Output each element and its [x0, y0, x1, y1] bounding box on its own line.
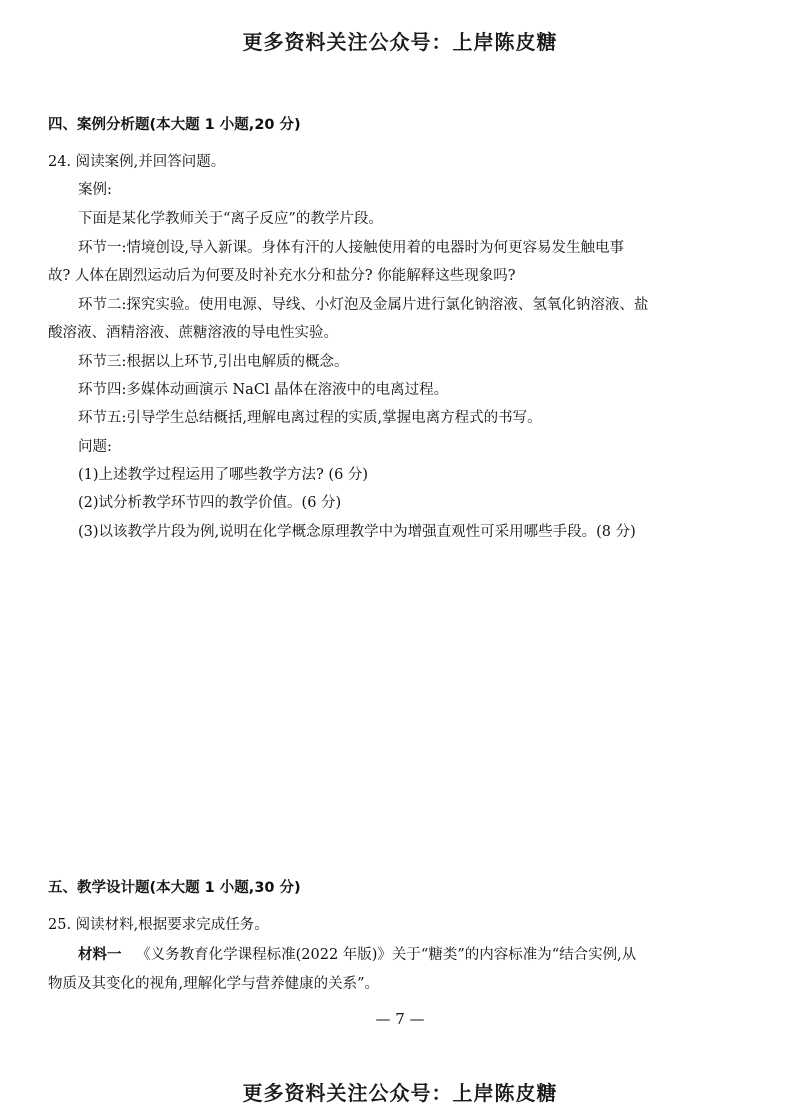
material-1-label: 材料一 — [78, 946, 122, 963]
case-intro: 下面是某化学教师关于“离子反应”的教学片段。 — [78, 211, 383, 227]
step-4: 环节四:多媒体动画演示 NaCl 晶体在溶液中的电离过程。 — [78, 382, 449, 398]
step-3: 环节三:根据以上环节,引出电解质的概念。 — [78, 354, 349, 370]
material-1-line-1 — [78, 943, 636, 964]
question-24-intro: 24. 阅读案例,并回答问题。 — [48, 154, 226, 170]
questions-label: 问题: — [78, 439, 112, 455]
section-4-heading: 四、案例分析题(本大题 1 小题,20 分) — [48, 117, 301, 133]
page-number: — 7 — — [375, 1010, 425, 1028]
question-24-3: (3)以该教学片段为例,说明在化学概念原理教学中为增强直观性可采用哪些手段。(8 分) — [78, 524, 636, 540]
question-25-intro: 25. 阅读材料,根据要求完成任务。 — [48, 917, 269, 933]
question-24-2: (2)试分析教学环节四的教学价值。(6 分) — [78, 495, 342, 511]
material-1-line-2: 物质及其变化的视角,理解化学与营养健康的关系”。 — [48, 976, 380, 992]
material-1-text: 《义务教育化学课程标准(2022 年版)》关于“糖类”的内容标准为“结合实例,从 — [136, 947, 637, 963]
section-5-heading: 五、教学设计题(本大题 1 小题,30 分) — [48, 880, 301, 896]
case-label: 案例: — [78, 182, 112, 198]
step-2-line-1: 环节二:探究实验。使用电源、导线、小灯泡及金属片进行氯化钠溶液、氢氧化钠溶液、盐 — [78, 297, 649, 313]
bottom-banner: 更多资料关注公众号：上岸陈皮糖 — [242, 1081, 558, 1105]
question-24-1: (1)上述教学过程运用了哪些教学方法? (6 分) — [78, 467, 369, 483]
top-banner: 更多资料关注公众号：上岸陈皮糖 — [242, 30, 558, 54]
step-2-line-2: 酸溶液、酒精溶液、蔗糖溶液的导电性实验。 — [48, 325, 338, 341]
step-1-line-2: 故? 人体在剧烈运动后为何要及时补充水分和盐分? 你能解释这些现象吗? — [48, 268, 516, 284]
step-5: 环节五:引导学生总结概括,理解电离过程的实质,掌握电离方程式的书写。 — [78, 410, 542, 426]
step-1-line-1: 环节一:情境创设,导入新课。身体有汗的人接触使用着的电器时为何更容易发生触电事 — [78, 240, 624, 256]
